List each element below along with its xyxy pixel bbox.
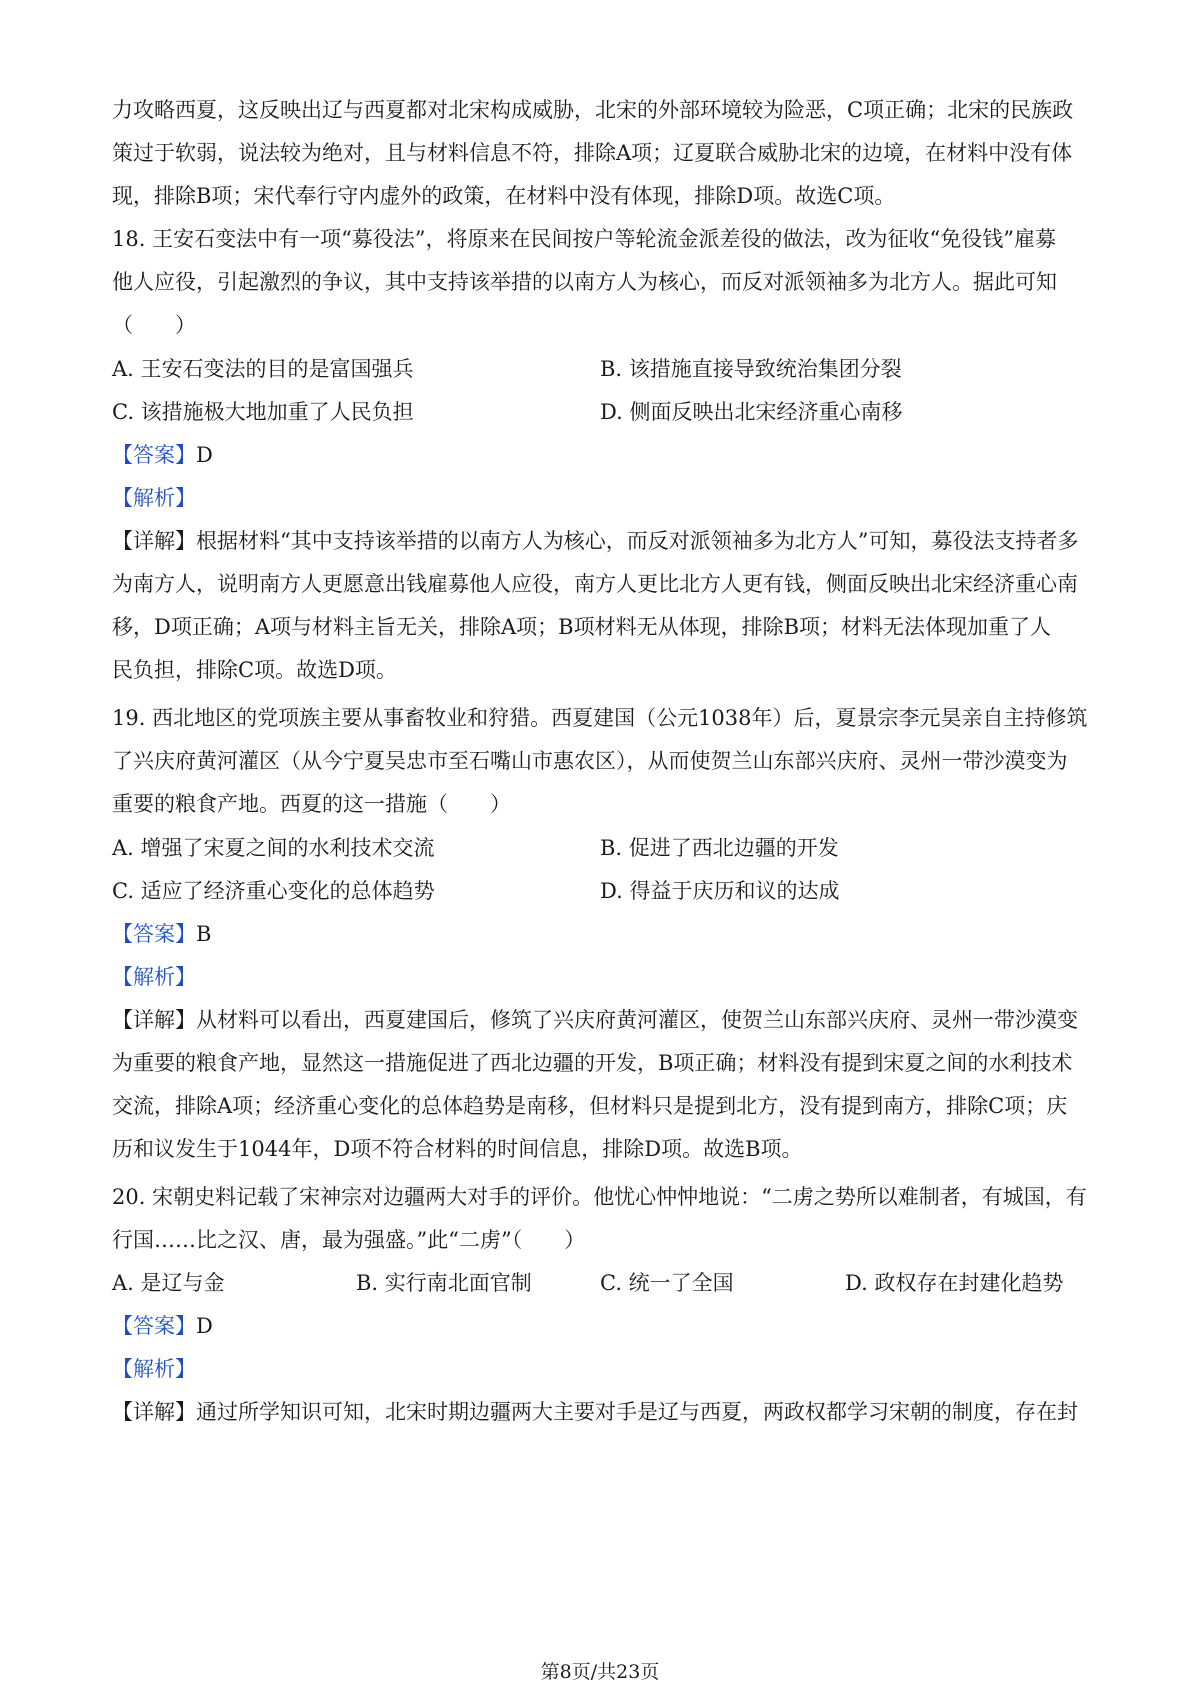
q19-detail xyxy=(112,1006,1102,1034)
q19-detail-line: 交流，排除A项；经济重心变化的总体趋势是南移，但材料只是提到北方，没有提到南方，排除C项；庆 xyxy=(112,1094,1068,1118)
detail-label: 【详解】 xyxy=(112,1008,196,1032)
q18-detail xyxy=(112,527,1102,555)
q19-option-b: B. 促进了西北边疆的开发 xyxy=(600,836,839,860)
q19-analysis-heading xyxy=(112,963,1102,991)
answer-value: B xyxy=(196,922,212,946)
q20-answer xyxy=(112,1312,1102,1340)
q19-stem: 了兴庆府黄河灌区（从今宁夏吴忠市至石嘴山市惠农区），从而使贺兰山东部兴庆府、灵州一带沙漠变为 xyxy=(112,749,1068,773)
answer-value: D xyxy=(196,1314,213,1338)
q20-option-c: C. 统一了全国 xyxy=(600,1271,734,1295)
analysis-label: 【解析】 xyxy=(112,486,196,510)
answer-label: 【答案】 xyxy=(112,443,196,467)
detail-text: 从材料可以看出，西夏建国后，修筑了兴庆府黄河灌区，使贺兰山东部兴庆府、灵州一带沙漠变 xyxy=(196,1008,1078,1032)
answer-value: D xyxy=(196,443,213,467)
q19-detail-line: 历和议发生于1044年，D项不符合材料的时间信息，排除D项。故选B项。 xyxy=(112,1137,803,1161)
q20-stem: 20. 宋朝史料记载了宋神宗对边疆两大对手的评价。他忧心忡忡地说：“二虏之势所以难制者，有城国，有 xyxy=(112,1185,1087,1209)
q18-option-b: B. 该措施直接导致统治集团分裂 xyxy=(600,357,902,381)
q18-answer-blank: （ ） xyxy=(112,313,196,337)
q19-option-a: A. 增强了宋夏之间的水利技术交流 xyxy=(112,836,435,860)
q18-answer xyxy=(112,441,1102,469)
q20-stem: 行国……比之汉、唐，最为强盛。”此“二虏”（ ） xyxy=(112,1228,586,1252)
q18-analysis-heading xyxy=(112,484,1102,512)
q18-option-d: D. 侧面反映出北宋经济重心南移 xyxy=(600,400,903,424)
q20-option-a: A. 是辽与金 xyxy=(112,1271,225,1295)
q19-option-c: C. 适应了经济重心变化的总体趋势 xyxy=(112,879,435,903)
q19-option-d: D. 得益于庆历和议的达成 xyxy=(600,879,840,903)
detail-label: 【详解】 xyxy=(112,529,196,553)
continued-text-line: 现，排除B项；宋代奉行守内虚外的政策，在材料中没有体现，排除D项。故选C项。 xyxy=(112,184,896,208)
q18-option-c: C. 该措施极大地加重了人民负担 xyxy=(112,400,414,424)
q18-option-a: A. 王安石变法的目的是富国强兵 xyxy=(112,357,414,381)
q18-detail-line: 为南方人，说明南方人更愿意出钱雇募他人应役，南方人更比北方人更有钱，侧面反映出北宋经济重心南 xyxy=(112,572,1078,596)
continued-text-line: 策过于软弱，说法较为绝对，且与材料信息不符，排除A项；辽夏联合威胁北宋的边境，在材料中没有体 xyxy=(112,141,1073,165)
q20-detail xyxy=(112,1398,1102,1426)
detail-text: 通过所学知识可知，北宋时期边疆两大主要对手是辽与西夏，两政权都学习宋朝的制度，存在封 xyxy=(196,1400,1078,1424)
q18-stem: 18. 王安石变法中有一项“募役法”，将原来在民间按户等轮流金派差役的做法，改为征收“免役钱”雇募 xyxy=(112,227,1057,251)
q19-stem: 重要的粮食产地。西夏的这一措施（ ） xyxy=(112,792,511,816)
continued-text-line: 力攻略西夏，这反映出辽与西夏都对北宋构成威胁，北宋的外部环境较为险恶，C项正确；北宋的民族政 xyxy=(112,98,1074,122)
analysis-label: 【解析】 xyxy=(112,1357,196,1381)
answer-label: 【答案】 xyxy=(112,1314,196,1338)
page-number-footer: 第8页/共23页 xyxy=(540,1661,660,1683)
q18-detail-line: 移，D项正确；A项与材料主旨无关，排除A项；B项材料无从体现，排除B项；材料无法体现加重了人 xyxy=(112,615,1052,639)
q20-option-d: D. 政权存在封建化趋势 xyxy=(845,1271,1064,1295)
detail-label: 【详解】 xyxy=(112,1400,196,1424)
answer-label: 【答案】 xyxy=(112,922,196,946)
q20-option-b: B. 实行南北面官制 xyxy=(356,1271,532,1295)
analysis-label: 【解析】 xyxy=(112,965,196,989)
detail-text: 根据材料“其中支持该举措的以南方人为核心，而反对派领袖多为北方人”可知，募役法支持者多 xyxy=(196,529,1079,553)
q20-analysis-heading xyxy=(112,1355,1102,1383)
q18-detail-line: 民负担，排除C项。故选D项。 xyxy=(112,658,397,682)
q19-answer xyxy=(112,920,1102,948)
q19-stem: 19. 西北地区的党项族主要从事畜牧业和狩猎。西夏建国（公元1038年）后，夏景宗李元昊亲自主持修筑 xyxy=(112,706,1088,730)
q18-stem: 他人应役，引起激烈的争议，其中支持该举措的以南方人为核心，而反对派领袖多为北方人。据此可知 xyxy=(112,270,1057,294)
q19-detail-line: 为重要的粮食产地，显然这一措施促进了西北边疆的开发，B项正确；材料没有提到宋夏之间的水利技术 xyxy=(112,1051,1073,1075)
